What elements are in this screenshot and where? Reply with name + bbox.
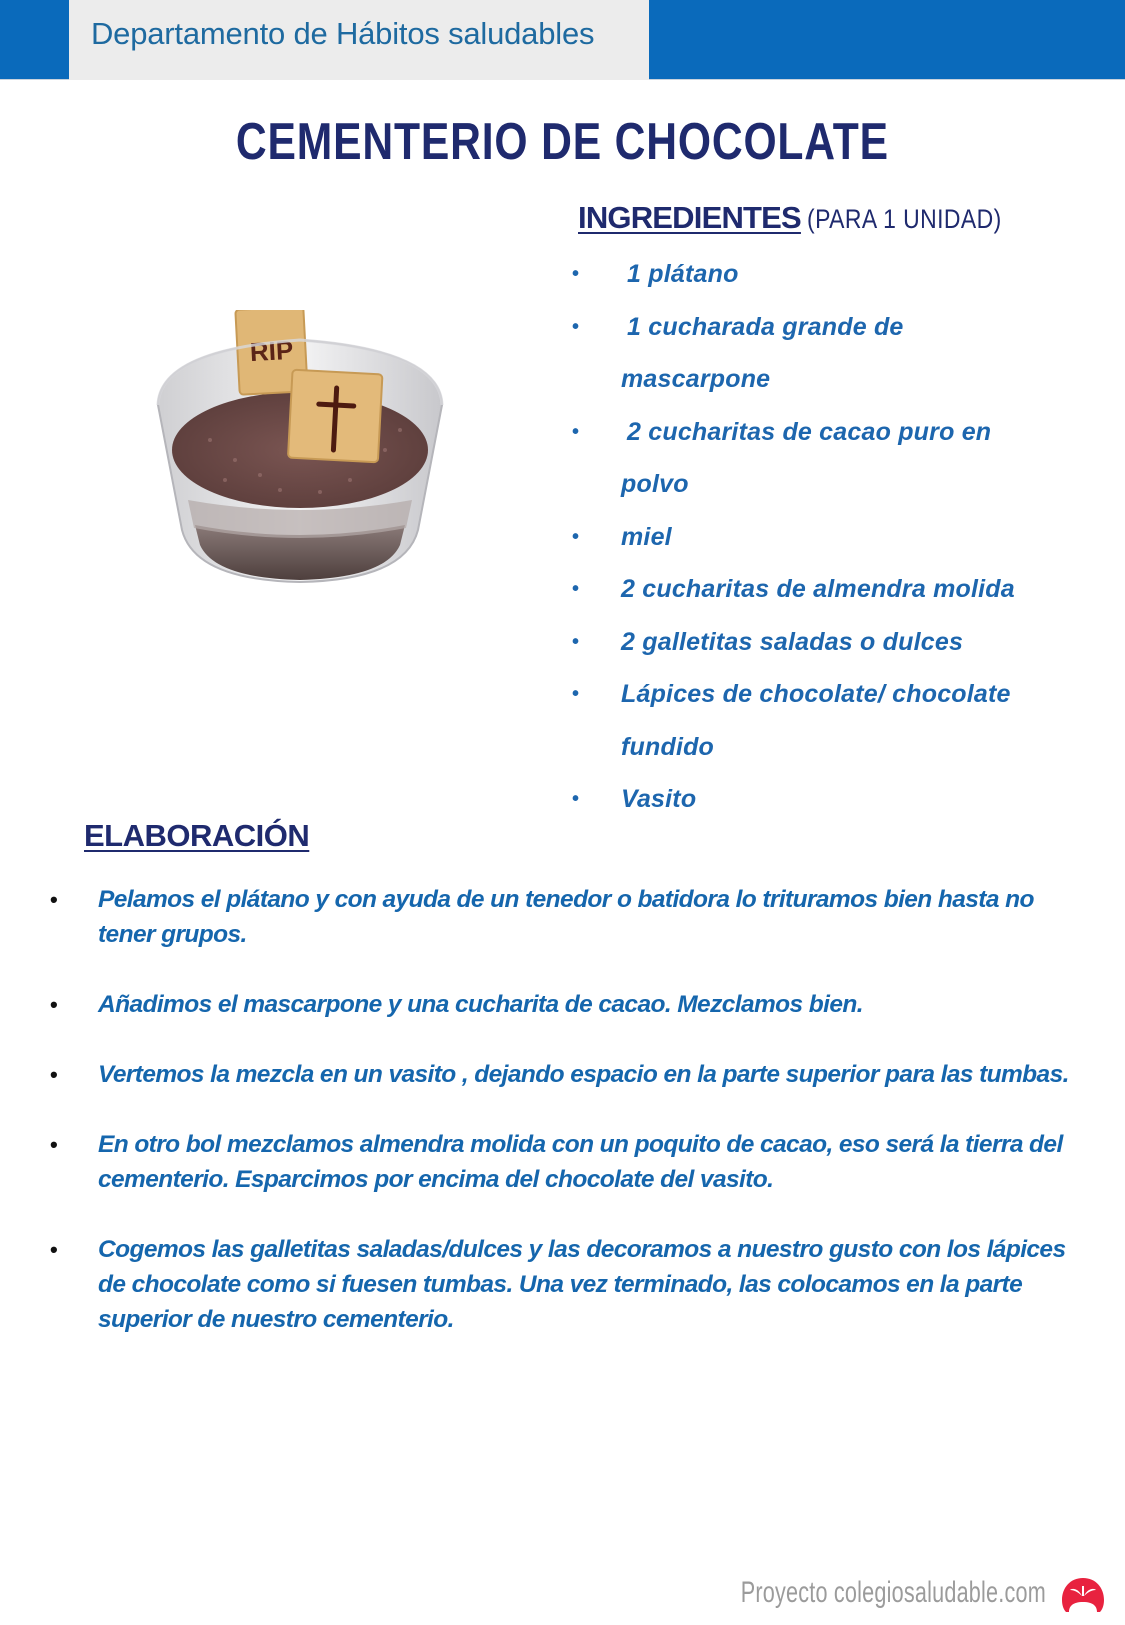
- ingredient-item: • 1 cucharada grande de: [578, 301, 1098, 354]
- ingredient-item-continuation: mascarpone: [621, 365, 771, 393]
- bullet-icon: •: [50, 992, 58, 1017]
- elaboration-steps: [50, 882, 1070, 1372]
- bullet-icon: •: [572, 683, 580, 705]
- department-title: Departamento de Hábitos saludables: [91, 16, 595, 51]
- ingredient-item: • 2 galletitas saladas o dulces: [578, 616, 1098, 669]
- ingredient-item-continuation: polvo: [621, 470, 689, 498]
- ingredient-item: • 2 cucharitas de cacao puro en: [578, 406, 1098, 459]
- ingredient-item: • Vasito: [578, 773, 1098, 826]
- bullet-icon: •: [572, 630, 580, 653]
- bullet-icon: •: [572, 420, 580, 443]
- bullet-icon: •: [572, 788, 580, 810]
- rip-label: RIP: [249, 334, 294, 368]
- recipe-title: CEMENTERIO DE CHOCOLATE: [235, 113, 889, 171]
- ingredients-title: INGREDIENTES: [578, 200, 801, 235]
- elaboration-step: • Cogemos las galletitas saladas/dulces y las decoramos a nuestro gusto con los lápices de chocolate como si fuesen tumbas. Una vez terminado, las colocamos en la parte superior de nuestro cementerio.: [50, 1232, 1070, 1337]
- bullet-icon: •: [50, 1062, 58, 1087]
- footer-project-link[interactable]: Proyecto colegiosaludable.com: [740, 1576, 1046, 1609]
- bullet-icon: •: [50, 1132, 58, 1157]
- ingredients-list: [572, 248, 1098, 826]
- ingredients-heading: [578, 200, 1098, 236]
- apple-leaf-icon: [1060, 1574, 1106, 1614]
- bullet-icon: •: [572, 263, 580, 285]
- bullet-icon: •: [50, 1237, 58, 1262]
- bullet-icon: •: [572, 578, 580, 600]
- bullet-icon: •: [572, 315, 580, 338]
- elaboration-step: • Pelamos el plátano y con ayuda de un tenedor o batidora lo trituramos bien hasta no tener grupos.: [50, 882, 1070, 952]
- elaboration-step: • Añadimos el mascarpone y una cucharita de cacao. Mezclamos bien.: [50, 987, 1070, 1022]
- elaboration-step: • Vertemos la mezcla en un vasito , dejando espacio en la parte superior para las tumbas.: [50, 1057, 1070, 1092]
- page-footer: [700, 1572, 1110, 1616]
- department-box: [69, 0, 649, 80]
- recipe-photo: [150, 310, 460, 600]
- ingredient-item: • miel: [578, 511, 1098, 564]
- elaboration-heading: ELABORACIÓN: [84, 818, 310, 853]
- bullet-icon: •: [572, 525, 580, 548]
- page-header: [0, 0, 1125, 80]
- ingredient-item-continuation: fundido: [621, 732, 715, 761]
- elaboration-step: • En otro bol mezclamos almendra molida con un poquito de cacao, eso será la tierra del cementerio. Esparcimos por encima del chocolate del vasito.: [50, 1127, 1070, 1197]
- ingredients-section: [572, 200, 1098, 826]
- ingredient-item: • 1 plátano: [578, 248, 1098, 301]
- ingredient-item: • Lápices de chocolate/ chocolate: [578, 668, 1098, 721]
- ingredient-item: • 2 cucharitas de almendra molida: [578, 563, 1098, 616]
- ingredients-serving-note: (PARA 1 UNIDAD): [806, 204, 1002, 234]
- bullet-icon: •: [50, 887, 58, 912]
- chocolate-cemetery-image: [150, 310, 460, 600]
